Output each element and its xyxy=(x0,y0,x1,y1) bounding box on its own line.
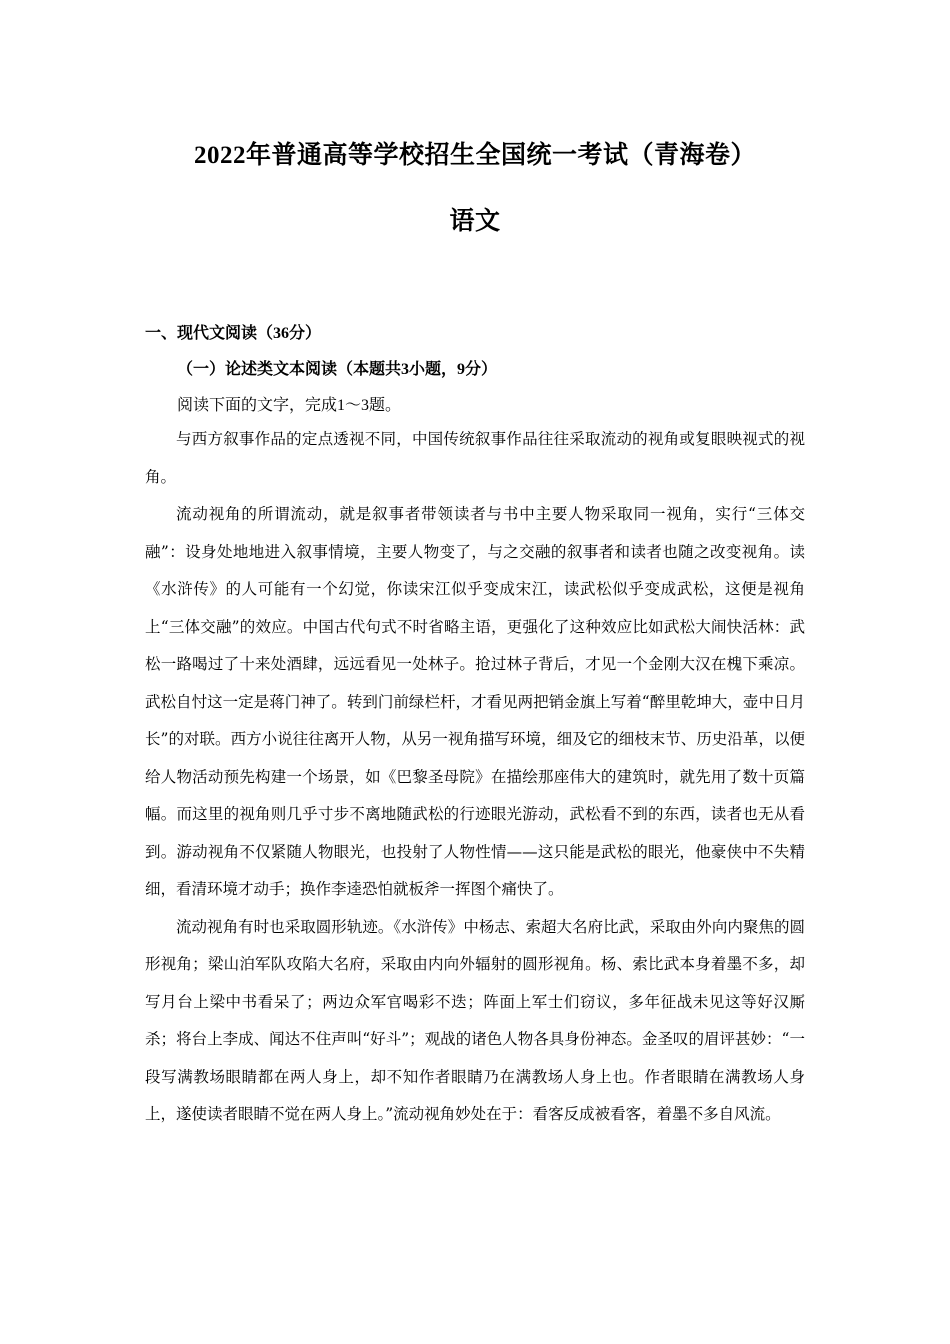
passage-paragraph: 流动视角有时也采取圆形轨迹。《水浒传》中杨志、索超大名府比武，采取由外向内聚焦的圆形视角；梁山泊军队攻陷大名府，采取由内向外辐射的圆形视角。杨、索比武本身着墨不多，却写月台上梁中书看呆了；两边众军官喝彩不迭；阵面上军士们窃议，多年征战未见这等好汉厮杀；将台上李成、闻达不住声叫“好斗”；观战的诸色人物各具身份神态。金圣叹的眉评甚妙：“一段写满教场眼睛都在两人身上，却不知作者眼睛乃在满教场人身上也。作者眼睛在满教场人身上，遂使读者眼睛不觉在两人身上。”流动视角妙处在于：看客反成被看客，着墨不多自风流。 xyxy=(145,917,805,1123)
subject-title: 语文 xyxy=(449,208,501,235)
subsection-heading: （一）论述类文本阅读（本题共3小题，9分） xyxy=(177,361,498,378)
reading-instruction: 阅读下面的文字，完成1～3题。 xyxy=(177,397,402,414)
section-heading: 一、现代文阅读（36分） xyxy=(145,325,322,342)
passage-body xyxy=(145,421,805,1134)
passage-paragraph: 与西方叙事作品的定点透视不同，中国传统叙事作品往往采取流动的视角或复眼映视式的视角。 xyxy=(145,430,805,486)
exam-title: 2022年普通高等学校招生全国统一考试（青海卷） xyxy=(193,142,756,169)
passage-paragraph: 流动视角的所谓流动，就是叙事者带领读者与书中主要人物采取同一视角，实行“三体交融”：设身处地地进入叙事情境，主要人物变了，与之交融的叙事者和读者也随之改变视角。读《水浒传》的人可能有一个幻觉，你读宋江似乎变成宋江，读武松似乎变成武松，这便是视角上“三体交融”的效应。中国古代句式不时省略主语，更强化了这种效应比如武松大闹快活林：武松一路喝过了十来处酒肆，远远看见一处林子。抢过林子背后，才见一个金刚大汉在槐下乘凉。武松自忖这一定是蒋门神了。转到门前绿栏杆，才看见两把销金旗上写着“醉里乾坤大，壶中日月长”的对联。西方小说往往离开人物，从另一视角描写环境，细及它的细枝末节、历史沿革，以便给人物活动预先构建一个场景，如《巴黎圣母院》在描绘那座伟大的建筑时，就先用了数十页篇幅。而这里的视角则几乎寸步不离地随武松的行迹眼光游动，武松看不到的东西，读者也无从看到。游动视角不仅紧随人物眼光，也投射了人物性情——这只能是武松的眼光，他豪侠中不失精细，看清环境才动手；换作李逵恐怕就板斧一挥图个痛快了。 xyxy=(145,505,805,898)
